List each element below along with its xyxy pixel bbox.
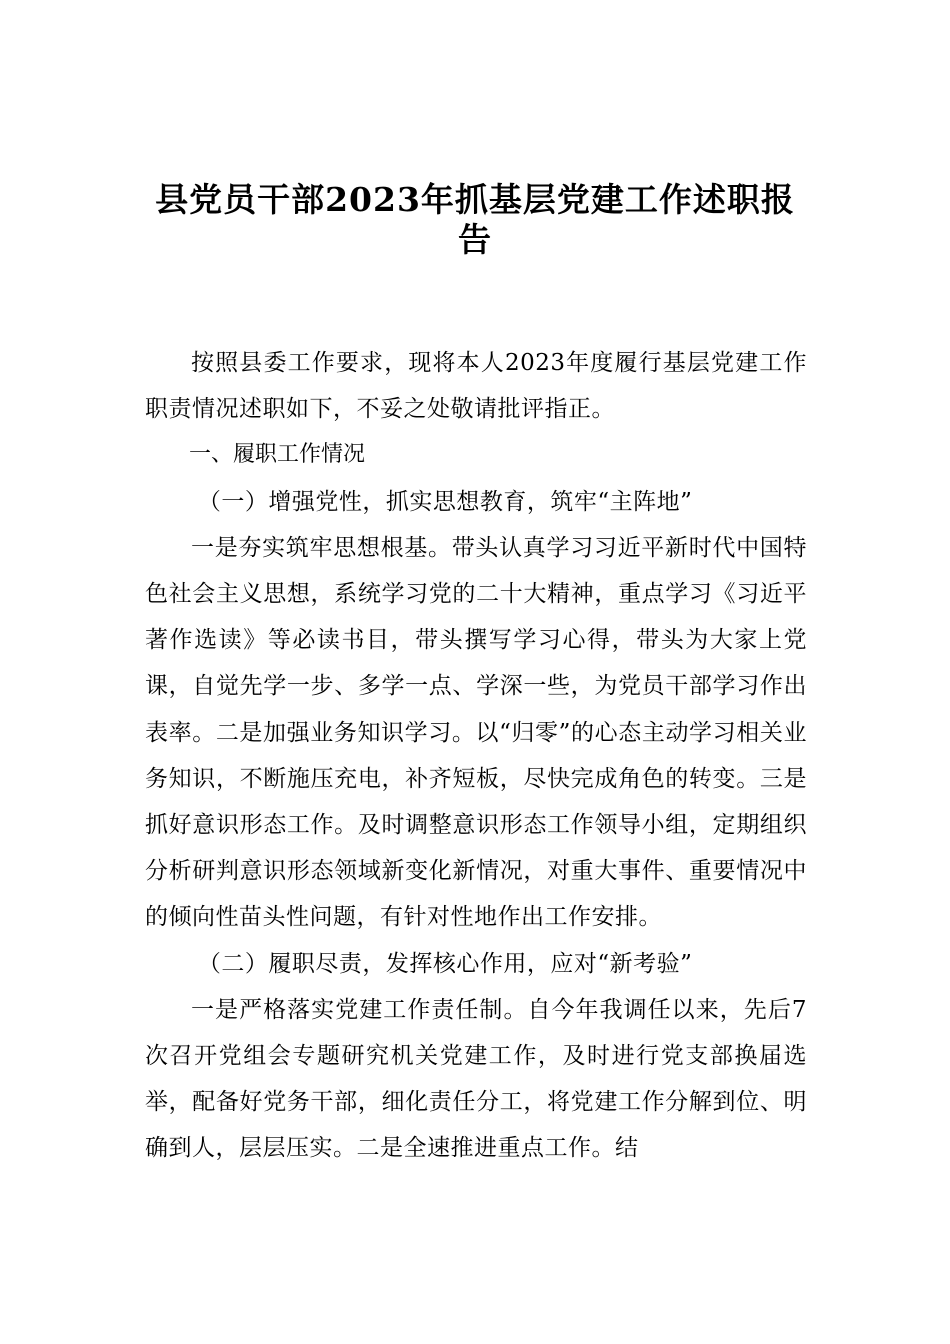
document-title-line2: 告 xyxy=(458,220,492,259)
document-body xyxy=(145,340,807,1172)
subsection-heading: （一）增强党性，抓实思想教育，筑牢“主阵地” xyxy=(197,488,693,515)
section-heading: 一、履职工作情况 xyxy=(189,442,366,468)
body-paragraph: 一是夯实筑牢思想根基。带头认真学习习近平新时代中国特色社会主义思想，系统学习党的二十大精神，重点学习《习近平著作选读》等必读书目，带头撰写学习心得，带头为大家上党课，自觉先学一步、多学一点、学深一些，为党员干部学习作出表率。二是加强业务知识学习。以“归零”的心态主动学习相关业务知识，不断施压充电，补齐短板，尽快完成角色的转变。三是抓好意识形态工作。及时调整意识形态工作领导小组，定期组织分析研判意识形态领域新变化新情况，对重大事件、重要情况中的倾向性苗头性问题，有针对性地作出工作安排。 xyxy=(145,534,807,931)
intro-paragraph: 按照县委工作要求，现将本人2023年度履行基层党建工作职责情况述职如下，不妥之处敬请批评指正。 xyxy=(145,350,807,423)
body-paragraph: 一是严格落实党建工作责任制。自今年我调任以来，先后7次召开党组会专题研究机关党建工作，及时进行党支部换届选举，配备好党务干部，细化责任分工，将党建工作分解到位、明确到人，层层压实。二是全速推进重点工作。结 xyxy=(145,996,807,1162)
subsection-heading: （二）履职尽责，发挥核心作用，应对“新考验” xyxy=(197,950,693,977)
document-title-line1: 县党员干部2023年抓基层党建工作述职报 xyxy=(155,180,795,219)
